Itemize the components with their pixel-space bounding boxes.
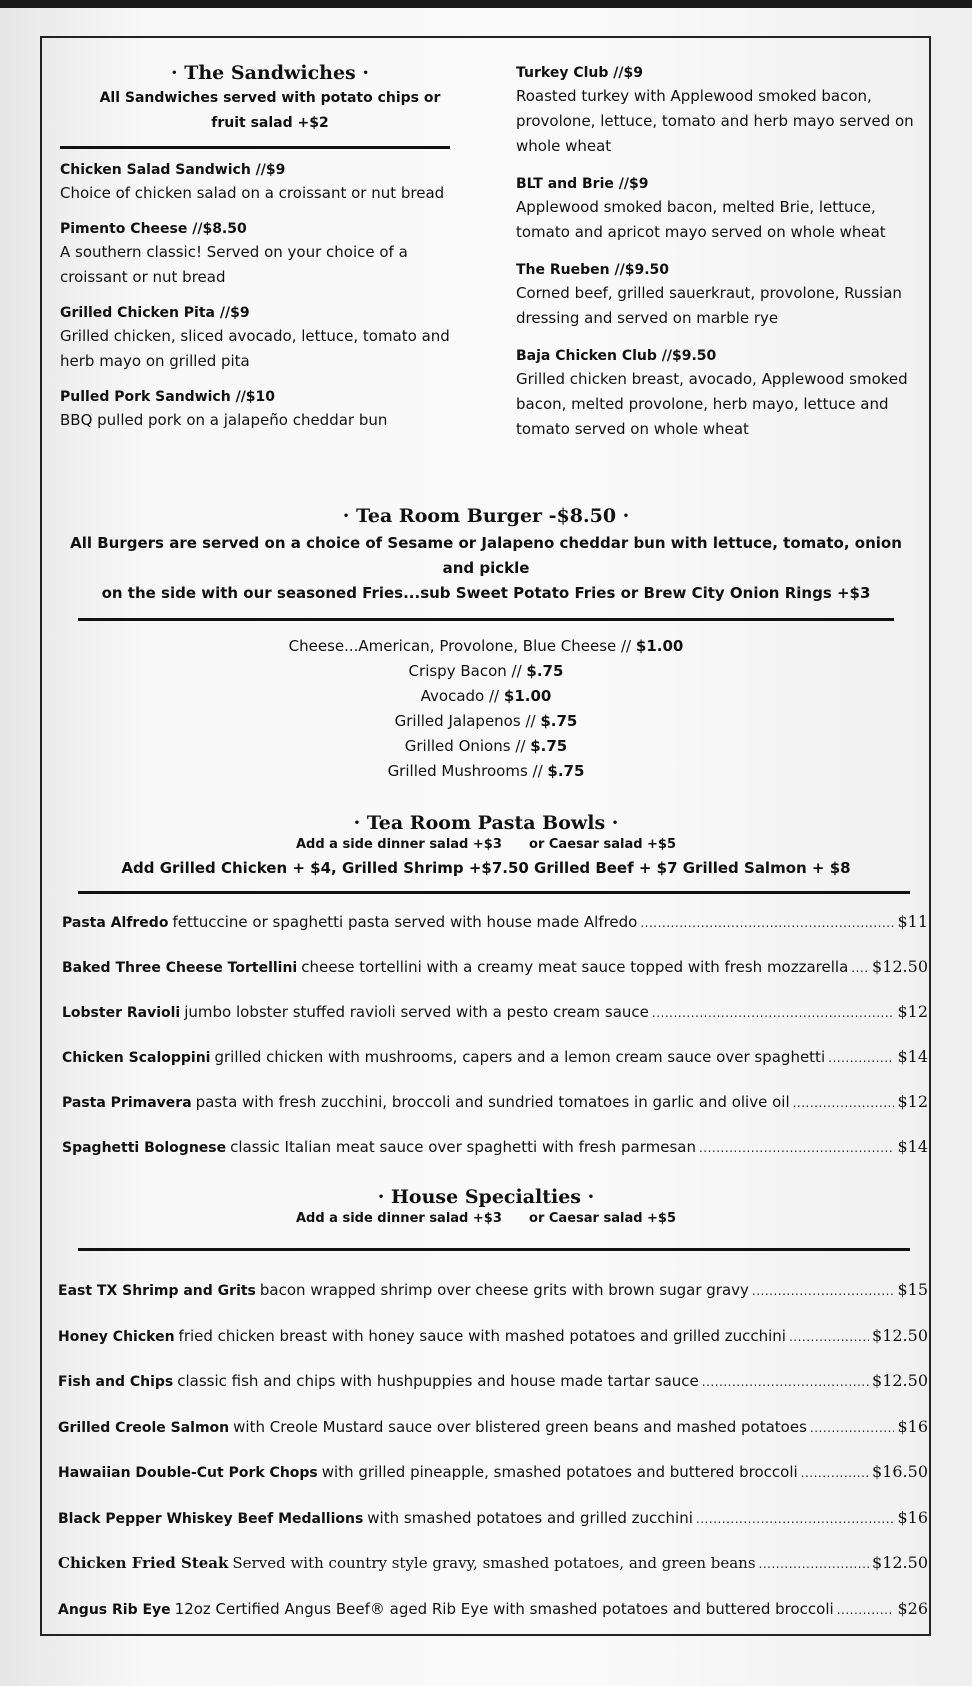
item-price: $15 (897, 1280, 928, 1299)
pasta-item (62, 1002, 928, 1047)
item-price: $16 (897, 1416, 928, 1436)
item-price: $26 (897, 1598, 928, 1618)
pasta-list (62, 912, 928, 1182)
item-name: Hawaiian Double-Cut Pork Chops (58, 1465, 318, 1481)
item-name: East TX Shrimp and Grits (58, 1283, 256, 1299)
pasta-section-header (60, 812, 912, 894)
item-description: Served with country style gravy, smashed potatoes, and green beans (232, 1554, 756, 1572)
pasta-divider (78, 891, 910, 894)
addon-price: $.75 (530, 737, 568, 755)
addon-label: Grilled Mushrooms // (387, 762, 543, 780)
menu-item (60, 302, 480, 374)
item-price: $14 (897, 1047, 928, 1066)
item-name: Pimento Cheese //$8.50 (60, 221, 247, 237)
leader-dots (810, 1421, 895, 1435)
leader-dots (759, 1557, 869, 1571)
specialty-item (58, 1599, 928, 1645)
item-price: $12.50 (872, 1325, 928, 1345)
item-name: Black Pepper Whiskey Beef Medallions (58, 1510, 364, 1527)
item-name: BLT and Brie //$9 (516, 176, 649, 192)
pasta-item (62, 1092, 928, 1137)
item-description: with grilled pineapple, smashed potatoes and buttered broccoli (321, 1463, 798, 1481)
item-price: $12.50 (872, 1553, 928, 1572)
specialty-item (58, 1553, 928, 1599)
item-name: Chicken Fried Steak (58, 1554, 229, 1572)
pasta-note-line1: Add a side dinner salad +$3 or Caesar salad +$5 (295, 837, 677, 852)
menu-item (516, 345, 916, 442)
item-name: Chicken Salad Sandwich //$9 (60, 162, 286, 178)
item-name: Pulled Pork Sandwich //$10 (60, 389, 276, 405)
item-name: Pasta Alfredo (62, 915, 169, 931)
item-description: Applewood smoked bacon, melted Brie, lettuce, tomato and apricot mayo served on whole wheat (516, 198, 886, 241)
burger-section (60, 505, 912, 621)
specialties-section-header (60, 1186, 912, 1251)
addon-label: Cheese...American, Provolone, Blue Cheese // (288, 637, 632, 655)
item-name: Pasta Primavera (62, 1095, 192, 1111)
pasta-item (62, 912, 928, 957)
burger-note-line2: on the side with our seasoned Fries...sub Sweet Potato Fries or Brew City Onion Rings +$3 (101, 584, 871, 602)
addon-price: $1.00 (635, 637, 684, 655)
addon-label: Grilled Onions // (404, 737, 526, 755)
sandwiches-left-column (60, 62, 480, 445)
addon-row (60, 709, 912, 734)
menu-item (60, 218, 480, 290)
leader-dots (793, 1096, 895, 1110)
addon-row (60, 634, 912, 659)
specialties-note-line1: Add a side dinner salad +$3 or Caesar salad +$5 (295, 1211, 677, 1226)
item-description: with Creole Mustard sauce over blistered green beans and mashed potatoes (233, 1417, 807, 1436)
item-name: Chicken Scaloppini (62, 1050, 211, 1066)
specialty-item (58, 1371, 928, 1417)
leader-dots (837, 1603, 895, 1617)
item-name: Lobster Ravioli (62, 1005, 181, 1021)
pasta-item (62, 1137, 928, 1182)
item-description: Roasted turkey with Applewood smoked bacon, provolone, lettuce, tomato and herb mayo served on whole wheat (516, 87, 914, 155)
item-description: Grilled chicken breast, avocado, Applewood smoked bacon, melted provolone, herb mayo, lettuce and tomato served on whole wheat (516, 370, 908, 438)
menu-item (516, 173, 916, 245)
item-price: $16 (897, 1507, 928, 1527)
item-description: jumbo lobster stuffed ravioli served with a pesto cream sauce (184, 1003, 649, 1021)
leader-dots (652, 1006, 895, 1020)
specialties-list (58, 1280, 928, 1644)
item-description: with smashed potatoes and grilled zucchini (367, 1508, 693, 1527)
pasta-title: · Tea Room Pasta Bowls · (353, 812, 619, 834)
item-description: Choice of chicken salad on a croissant or nut bread (60, 184, 445, 202)
item-price: $12 (897, 1092, 928, 1111)
item-description: bacon wrapped shrimp over cheese grits with brown sugar gravy (259, 1281, 749, 1299)
item-price: $11 (897, 912, 928, 931)
specialty-item (58, 1417, 928, 1463)
menu-item (60, 386, 480, 433)
burger-title: · Tea Room Burger -$8.50 · (342, 505, 630, 527)
item-price: $12 (897, 1002, 928, 1021)
addon-label: Grilled Jalapenos // (394, 712, 536, 730)
leader-dots (828, 1051, 894, 1065)
burger-addons (60, 634, 912, 784)
item-name: Grilled Creole Salmon (58, 1419, 230, 1436)
item-description: fried chicken breast with honey sauce with mashed potatoes and grilled zucchini (178, 1326, 786, 1345)
addon-label: Crispy Bacon // (408, 662, 522, 680)
sandwiches-header (60, 62, 480, 136)
item-description: Grilled chicken, sliced avocado, lettuce, tomato and herb mayo on grilled pita (60, 327, 450, 370)
addon-price: $.75 (540, 712, 578, 730)
item-name: Honey Chicken (58, 1328, 175, 1345)
pasta-item (62, 957, 928, 1002)
specialties-title: · House Specialties · (377, 1186, 595, 1208)
item-description: grilled chicken with mushrooms, capers and a lemon cream sauce over spaghetti (214, 1048, 826, 1066)
leader-dots (702, 1375, 869, 1389)
specialty-item (58, 1462, 928, 1508)
addon-price: $1.00 (503, 687, 552, 705)
item-price: $12.50 (872, 1371, 928, 1390)
sandwiches-note-line1: All Sandwiches served with potato chips or (99, 90, 441, 106)
sandwiches-note-line2: fruit salad +$2 (211, 115, 329, 131)
leader-dots (851, 961, 869, 975)
item-name: Angus Rib Eye (58, 1601, 171, 1618)
leader-dots (789, 1330, 869, 1344)
addon-label: Avocado // (420, 687, 500, 705)
addon-row (60, 684, 912, 709)
pasta-item (62, 1047, 928, 1092)
item-price: $14 (897, 1137, 928, 1156)
item-description: fettuccine or spaghetti pasta served with house made Alfredo (172, 913, 638, 931)
leader-dots (640, 916, 894, 930)
addon-row (60, 659, 912, 684)
specialty-item (58, 1508, 928, 1554)
pasta-note-line2: Add Grilled Chicken + $4, Grilled Shrimp +$7.50 Grilled Beef + $7 Grilled Salmon + $8 (121, 859, 851, 877)
item-description: classic fish and chips with hushpuppies and house made tartar sauce (177, 1372, 699, 1390)
item-price: $16.50 (872, 1462, 928, 1481)
addon-price: $.75 (547, 762, 585, 780)
item-price: $12.50 (872, 957, 928, 976)
addon-row (60, 734, 912, 759)
sandwiches-title: · The Sandwiches · (171, 62, 369, 84)
leader-dots (752, 1284, 895, 1298)
specialties-divider (78, 1248, 910, 1251)
item-description: cheese tortellini with a creamy meat sauce topped with fresh mozzarella (301, 958, 849, 976)
menu-item (60, 159, 480, 206)
leader-dots (801, 1466, 869, 1480)
leader-dots (696, 1512, 895, 1526)
menu-item (516, 62, 916, 159)
item-name: Baked Three Cheese Tortellini (62, 960, 298, 976)
item-name: Spaghetti Bolognese (62, 1140, 227, 1156)
burger-divider (78, 618, 894, 621)
addon-price: $.75 (526, 662, 564, 680)
item-name: The Rueben //$9.50 (516, 262, 669, 278)
leader-dots (699, 1141, 894, 1155)
item-name: Grilled Chicken Pita //$9 (60, 305, 250, 321)
sandwiches-divider (60, 146, 450, 149)
item-description: pasta with fresh zucchini, broccoli and sundried tomatoes in garlic and olive oil (195, 1093, 790, 1111)
sandwiches-right-column (516, 62, 916, 454)
addon-row (60, 759, 912, 784)
item-description: BBQ pulled pork on a jalapeño cheddar bun (60, 411, 388, 429)
burger-note-line1: All Burgers are served on a choice of Sesame or Jalapeno cheddar bun with lettuce, tomato, onion and pickle (70, 534, 902, 577)
item-description: Corned beef, grilled sauerkraut, provolone, Russian dressing and served on marble rye (516, 284, 902, 327)
top-edge (0, 0, 972, 8)
item-name: Turkey Club //$9 (516, 65, 643, 81)
item-description: 12oz Certified Angus Beef® aged Rib Eye with smashed potatoes and buttered broccoli (174, 1599, 834, 1618)
specialty-item (58, 1280, 928, 1326)
item-name: Baja Chicken Club //$9.50 (516, 348, 717, 364)
specialty-item (58, 1326, 928, 1372)
item-description: classic Italian meat sauce over spaghetti with fresh parmesan (230, 1138, 696, 1156)
item-name: Fish and Chips (58, 1374, 174, 1390)
menu-item (516, 259, 916, 331)
item-description: A southern classic! Served on your choice of a croissant or nut bread (60, 243, 408, 286)
